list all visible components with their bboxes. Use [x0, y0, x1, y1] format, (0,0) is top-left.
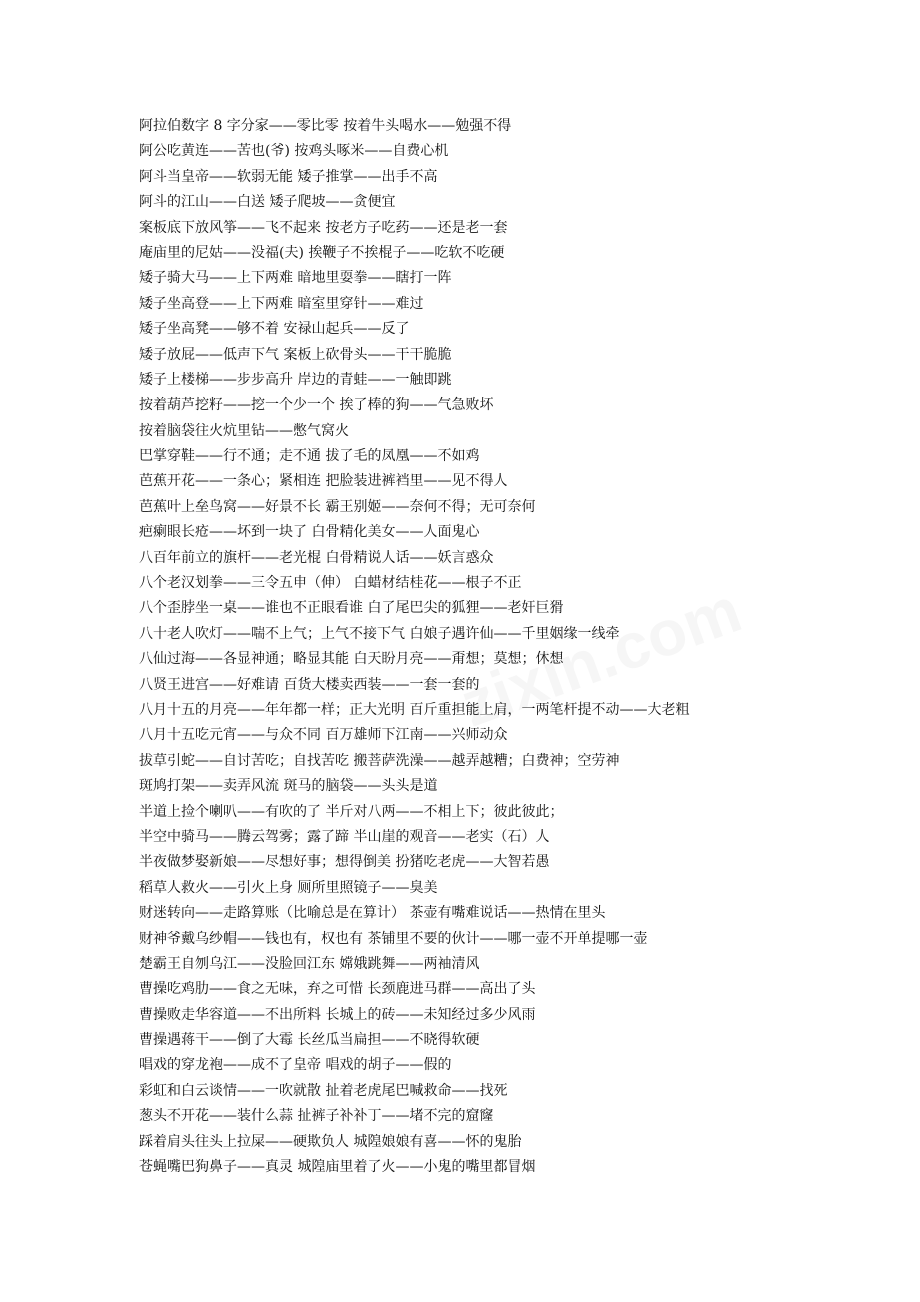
text-line: 矮子坐高凳——够不着 安禄山起兵——反了	[139, 321, 410, 338]
text-line: 半道上捡个喇叭——有吹的了 半斤对八两——不相上下；彼此彼此；	[139, 803, 564, 820]
text-line: 八百年前立的旗杆——老光棍 白骨精说人话——妖言惑众	[139, 549, 494, 566]
text-line: 阿公吃黄连——苦也(爷) 按鸡头啄米——自费心机	[139, 143, 449, 160]
xiehouyu-list	[139, 114, 899, 1180]
text-line: 芭蕉叶上垒鸟窝——好景不长 霸王别姬——奈何不得；无可奈何	[139, 498, 536, 515]
text-line: 财迷转向——走路算账（比喻总是在算计） 茶壶有嘴难说话——热情在里头	[139, 905, 606, 922]
text-line: 半夜做梦娶新娘——尽想好事；想得倒美 扮猪吃老虎——大智若愚	[139, 854, 550, 871]
text-line: 矮子坐高登——上下两难 暗室里穿针——难过	[139, 295, 424, 312]
text-line: 曹操吃鸡肋——食之无味，弃之可惜 长颈鹿进马群——高出了头	[139, 981, 536, 998]
text-line: 庵庙里的尼姑——没福(夫) 挨鞭子不挨棍子——吃软不吃硬	[139, 244, 505, 261]
text-line: 按着脑袋往火炕里钻——憋气窝火	[139, 422, 349, 439]
text-line: 八十老人吹灯——喘不上气；上气不接下气 白娘子遇许仙——千里姻缘一线牵	[139, 625, 620, 642]
text-line: 矮子骑大马——上下两难 暗地里耍拳——瞎打一阵	[139, 270, 452, 287]
text-line: 芭蕉开花——一条心；紧相连 把脸装进裤裆里——见不得人	[139, 473, 508, 490]
text-line: 八个歪脖坐一桌——谁也不正眼看谁 白了尾巴尖的狐狸——老奸巨猾	[139, 600, 564, 617]
text-line: 彩虹和白云谈情——一吹就散 扯着老虎尾巴喊救命——找死	[139, 1082, 508, 1099]
text-line: 疤瘌眼长疮——坏到一块了 白骨精化美女——人面鬼心	[139, 524, 480, 541]
text-line: 踩着肩头往头上拉屎——硬欺负人 城隍娘娘有喜——怀的鬼胎	[139, 1133, 522, 1150]
text-line: 八个老汉划拳——三令五申（伸） 白蜡材结桂花——根子不正	[139, 575, 522, 592]
text-line: 财神爷戴乌纱帽——钱也有，权也有 茶铺里不要的伙计——哪一壶不开单提哪一壶	[139, 930, 648, 947]
text-line: 阿斗当皇帝——软弱无能 矮子推掌——出手不高	[139, 168, 438, 185]
text-line: 半空中骑马——腾云驾雾；露了蹄 半山崖的观音——老实（石）人	[139, 828, 550, 845]
text-line: 曹操败走华容道——不出所料 长城上的砖——未知经过多少风雨	[139, 1006, 536, 1023]
text-line: 苍蝇嘴巴狗鼻子——真灵 城隍庙里着了火——小鬼的嘴里都冒烟	[139, 1159, 536, 1176]
text-line: 阿拉伯数字 8 字分家——零比零 按着牛头喝水——勉强不得	[139, 118, 512, 134]
text-line: 葱头不开花——装什么蒜 扯裤子补补丁——堵不完的窟窿	[139, 1108, 494, 1125]
text-line: 拔草引蛇——自讨苦吃；自找苦吃 搬菩萨洗澡——越弄越糟；白费神；空劳神	[139, 752, 620, 769]
text-line: 稻草人救火——引火上身 厕所里照镜子——臭美	[139, 879, 438, 896]
text-line: 楚霸王自刎乌江——没脸回江东 嫦娥跳舞——两袖清风	[139, 955, 480, 972]
text-line: 阿斗的江山——白送 矮子爬坡——贪便宜	[139, 194, 396, 211]
text-line: 矮子上楼梯——步步高升 岸边的青蛙——一触即跳	[139, 371, 452, 388]
text-line: 八月十五吃元宵——与众不同 百万雄师下江南——兴师动众	[139, 727, 508, 744]
text-line: 巴掌穿鞋——行不通；走不通 拔了毛的凤凰——不如鸡	[139, 448, 480, 465]
text-line: 矮子放屁——低声下气 案板上砍骨头——干干脆脆	[139, 346, 452, 363]
text-line: 八仙过海——各显神通；略显其能 白天盼月亮——甭想；莫想；休想	[139, 651, 564, 668]
text-line: 唱戏的穿龙袍——成不了皇帝 唱戏的胡子——假的	[139, 1057, 452, 1074]
text-line: 八月十五的月亮——年年都一样；正大光明 百斤重担能上肩，一两笔杆提不动——大老粗	[139, 701, 690, 718]
text-line: 曹操遇蒋干——倒了大霉 长丝瓜当扁担——不晓得软硬	[139, 1032, 480, 1049]
text-line: 斑鸠打架——卖弄风流 斑马的脑袋——头头是道	[139, 778, 438, 795]
text-line: 按着葫芦挖籽——挖一个少一个 挨了棒的狗——气急败坏	[139, 397, 494, 414]
text-line: 八贤王进宫——好难请 百货大楼卖西装——一套一套的	[139, 676, 480, 693]
text-line: 案板底下放风筝——飞不起来 按老方子吃药——还是老一套	[139, 219, 508, 236]
